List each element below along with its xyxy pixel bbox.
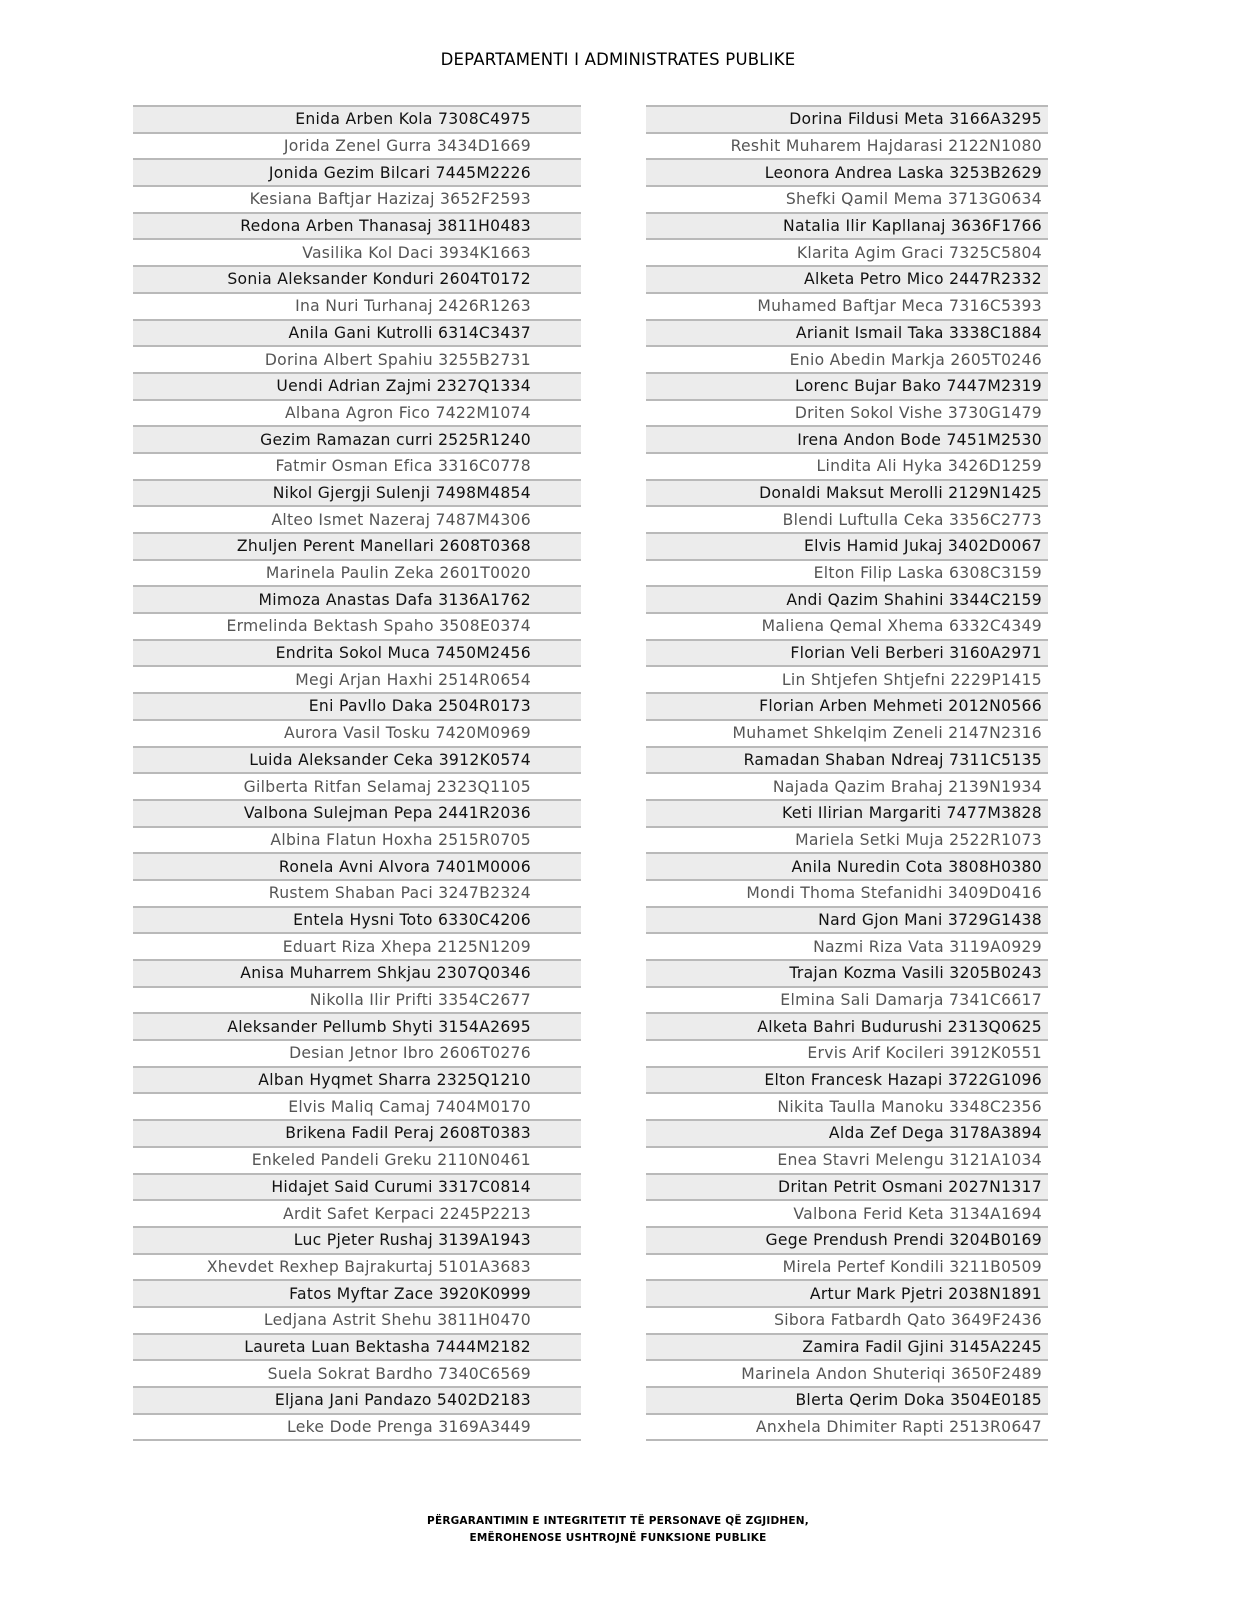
left-column-row: Ina Nuri Turhanaj 2426R1263 — [133, 292, 581, 319]
right-column-row: Leonora Andrea Laska 3253B2629 — [646, 158, 1048, 185]
left-column-row: Megi Arjan Haxhi 2514R0654 — [133, 665, 581, 692]
right-column-row: Lorenc Bujar Bako 7447M2319 — [646, 372, 1048, 399]
right-column-row: Nard Gjon Mani 3729G1438 — [646, 906, 1048, 933]
right-column-row: Elmina Sali Damarja 7341C6617 — [646, 986, 1048, 1013]
right-column-row: Gege Prendush Prendi 3204B0169 — [646, 1226, 1048, 1253]
left-column-row: Aleksander Pellumb Shyti 3154A2695 — [133, 1012, 581, 1039]
left-column-row: Ermelinda Bektash Spaho 3508E0374 — [133, 612, 581, 639]
right-column-row: Maliena Qemal Xhema 6332C4349 — [646, 612, 1048, 639]
right-column-row: Elton Filip Laska 6308C3159 — [646, 559, 1048, 586]
right-column-row: Lindita Ali Hyka 3426D1259 — [646, 452, 1048, 479]
right-column-row: Elvis Hamid Jukaj 3402D0067 — [646, 532, 1048, 559]
right-column-row: Trajan Kozma Vasili 3205B0243 — [646, 959, 1048, 986]
left-column-row: Ledjana Astrit Shehu 3811H0470 — [133, 1306, 581, 1333]
left-column-row: Alteo Ismet Nazeraj 7487M4306 — [133, 505, 581, 532]
left-column-row: Vasilika Kol Daci 3934K1663 — [133, 238, 581, 265]
right-column-row: Alketa Bahri Budurushi 2313Q0625 — [646, 1012, 1048, 1039]
right-column-row: Alda Zef Dega 3178A3894 — [646, 1119, 1048, 1146]
left-column-row: Gilberta Ritfan Selamaj 2323Q1105 — [133, 772, 581, 799]
left-column-row: Luc Pjeter Rushaj 3139A1943 — [133, 1226, 581, 1253]
right-column-row: Najada Qazim Brahaj 2139N1934 — [646, 772, 1048, 799]
right-column-row: Marinela Andon Shuteriqi 3650F2489 — [646, 1359, 1048, 1386]
left-column-row: Xhevdet Rexhep Bajrakurtaj 5101A3683 — [133, 1253, 581, 1280]
left-column-row: Anila Gani Kutrolli 6314C3437 — [133, 319, 581, 346]
right-column-row: Anila Nuredin Cota 3808H0380 — [646, 852, 1048, 879]
right-column-row: Nikita Taulla Manoku 3348C2356 — [646, 1092, 1048, 1119]
right-column-row: Shefki Qamil Mema 3713G0634 — [646, 185, 1048, 212]
right-column-row: Driten Sokol Vishe 3730G1479 — [646, 399, 1048, 426]
footer-line-1: PËRGARANTIMIN E INTEGRITETIT TË PERSONAVE QË ZGJIDHEN, — [427, 1515, 809, 1527]
right-column-row: Lin Shtjefen Shtjefni 2229P1415 — [646, 665, 1048, 692]
right-column-row: Zamira Fadil Gjini 3145A2245 — [646, 1333, 1048, 1360]
right-column-row: Enea Stavri Melengu 3121A1034 — [646, 1146, 1048, 1173]
left-column-row: Leke Dode Prenga 3169A3449 — [133, 1413, 581, 1440]
right-column-row: Mondi Thoma Stefanidhi 3409D0416 — [646, 879, 1048, 906]
left-column-row: Laureta Luan Bektasha 7444M2182 — [133, 1333, 581, 1360]
left-column-row: Sonia Aleksander Konduri 2604T0172 — [133, 265, 581, 292]
left-column-row: Entela Hysni Toto 6330C4206 — [133, 906, 581, 933]
left-column-row: Marinela Paulin Zeka 2601T0020 — [133, 559, 581, 586]
left-column-row: Nikolla Ilir Prifti 3354C2677 — [133, 986, 581, 1013]
left-column-row: Jorida Zenel Gurra 3434D1669 — [133, 132, 581, 159]
right-column-row: Sibora Fatbardh Qato 3649F2436 — [646, 1306, 1048, 1333]
left-column-row: Valbona Sulejman Pepa 2441R2036 — [133, 799, 581, 826]
right-column-row: Artur Mark Pjetri 2038N1891 — [646, 1279, 1048, 1306]
right-column-row: Dorina Fildusi Meta 3166A3295 — [646, 105, 1048, 132]
left-column-row: Anisa Muharrem Shkjau 2307Q0346 — [133, 959, 581, 986]
left-column-row: Eni Pavllo Daka 2504R0173 — [133, 692, 581, 719]
left-column-row: Gezim Ramazan curri 2525R1240 — [133, 425, 581, 452]
left-column-row: Fatos Myftar Zace 3920K0999 — [133, 1279, 581, 1306]
left-column-row: Kesiana Baftjar Hazizaj 3652F2593 — [133, 185, 581, 212]
left-column-row: Desian Jetnor Ibro 2606T0276 — [133, 1039, 581, 1066]
left-name-column — [133, 105, 581, 1441]
right-column-row: Florian Veli Berberi 3160A2971 — [646, 639, 1048, 666]
right-column-row: Mariela Setki Muja 2522R1073 — [646, 826, 1048, 853]
left-column-row: Elvis Maliq Camaj 7404M0170 — [133, 1092, 581, 1119]
left-column-row: Eduart Riza Xhepa 2125N1209 — [133, 932, 581, 959]
right-column-row: Keti Ilirian Margariti 7477M3828 — [646, 799, 1048, 826]
right-column-row: Alketa Petro Mico 2447R2332 — [646, 265, 1048, 292]
left-column-bottom-rule — [133, 1439, 581, 1441]
right-column-row: Florian Arben Mehmeti 2012N0566 — [646, 692, 1048, 719]
left-column-row: Suela Sokrat Bardho 7340C6569 — [133, 1359, 581, 1386]
right-column-row: Donaldi Maksut Merolli 2129N1425 — [646, 479, 1048, 506]
left-column-row: Rustem Shaban Paci 3247B2324 — [133, 879, 581, 906]
right-name-column — [646, 105, 1048, 1441]
left-column-row: Aurora Vasil Tosku 7420M0969 — [133, 719, 581, 746]
left-column-row: Enkeled Pandeli Greku 2110N0461 — [133, 1146, 581, 1173]
left-column-row: Jonida Gezim Bilcari 7445M2226 — [133, 158, 581, 185]
right-column-row: Muhamet Shkelqim Zeneli 2147N2316 — [646, 719, 1048, 746]
right-column-row: Dritan Petrit Osmani 2027N1317 — [646, 1173, 1048, 1200]
right-column-row: Anxhela Dhimiter Rapti 2513R0647 — [646, 1413, 1048, 1440]
left-column-row: Alban Hyqmet Sharra 2325Q1210 — [133, 1066, 581, 1093]
left-column-row: Mimoza Anastas Dafa 3136A1762 — [133, 585, 581, 612]
left-column-row: Albana Agron Fico 7422M1074 — [133, 399, 581, 426]
left-column-row: Endrita Sokol Muca 7450M2456 — [133, 639, 581, 666]
right-column-row: Irena Andon Bode 7451M2530 — [646, 425, 1048, 452]
left-column-row: Fatmir Osman Efica 3316C0778 — [133, 452, 581, 479]
left-column-row: Albina Flatun Hoxha 2515R0705 — [133, 826, 581, 853]
right-column-row: Nazmi Riza Vata 3119A0929 — [646, 932, 1048, 959]
right-column-row: Mirela Pertef Kondili 3211B0509 — [646, 1253, 1048, 1280]
right-column-row: Blerta Qerim Doka 3504E0185 — [646, 1386, 1048, 1413]
left-column-row: Uendi Adrian Zajmi 2327Q1334 — [133, 372, 581, 399]
left-column-row: Hidajet Said Curumi 3317C0814 — [133, 1173, 581, 1200]
right-column-bottom-rule — [646, 1439, 1048, 1441]
left-column-row: Zhuljen Perent Manellari 2608T0368 — [133, 532, 581, 559]
left-column-row: Luida Aleksander Ceka 3912K0574 — [133, 746, 581, 773]
right-column-row: Natalia Ilir Kapllanaj 3636F1766 — [646, 212, 1048, 239]
right-column-row: Andi Qazim Shahini 3344C2159 — [646, 585, 1048, 612]
right-column-row: Ervis Arif Kocileri 3912K0551 — [646, 1039, 1048, 1066]
left-column-row: Eljana Jani Pandazo 5402D2183 — [133, 1386, 581, 1413]
left-column-row: Brikena Fadil Peraj 2608T0383 — [133, 1119, 581, 1146]
left-column-row: Nikol Gjergji Sulenji 7498M4854 — [133, 479, 581, 506]
left-column-row: Redona Arben Thanasaj 3811H0483 — [133, 212, 581, 239]
left-column-row: Enida Arben Kola 7308C4975 — [133, 105, 581, 132]
right-column-row: Reshit Muharem Hajdarasi 2122N1080 — [646, 132, 1048, 159]
right-column-row: Muhamed Baftjar Meca 7316C5393 — [646, 292, 1048, 319]
left-column-row: Ardit Safet Kerpaci 2245P2213 — [133, 1199, 581, 1226]
right-column-row: Ramadan Shaban Ndreaj 7311C5135 — [646, 746, 1048, 773]
right-column-row: Elton Francesk Hazapi 3722G1096 — [646, 1066, 1048, 1093]
right-column-row: Klarita Agim Graci 7325C5804 — [646, 238, 1048, 265]
left-column-row: Dorina Albert Spahiu 3255B2731 — [133, 345, 581, 372]
right-column-row: Arianit Ismail Taka 3338C1884 — [646, 319, 1048, 346]
right-column-row: Enio Abedin Markja 2605T0246 — [646, 345, 1048, 372]
footer-line-2: EMËROHENOSE USHTROJNË FUNKSIONE PUBLIKE — [469, 1532, 767, 1544]
right-column-row: Valbona Ferid Keta 3134A1694 — [646, 1199, 1048, 1226]
page-title: DEPARTAMENTI I ADMINISTRATES PUBLIKE — [440, 50, 796, 69]
left-column-row: Ronela Avni Alvora 7401M0006 — [133, 852, 581, 879]
right-column-row: Blendi Luftulla Ceka 3356C2773 — [646, 505, 1048, 532]
